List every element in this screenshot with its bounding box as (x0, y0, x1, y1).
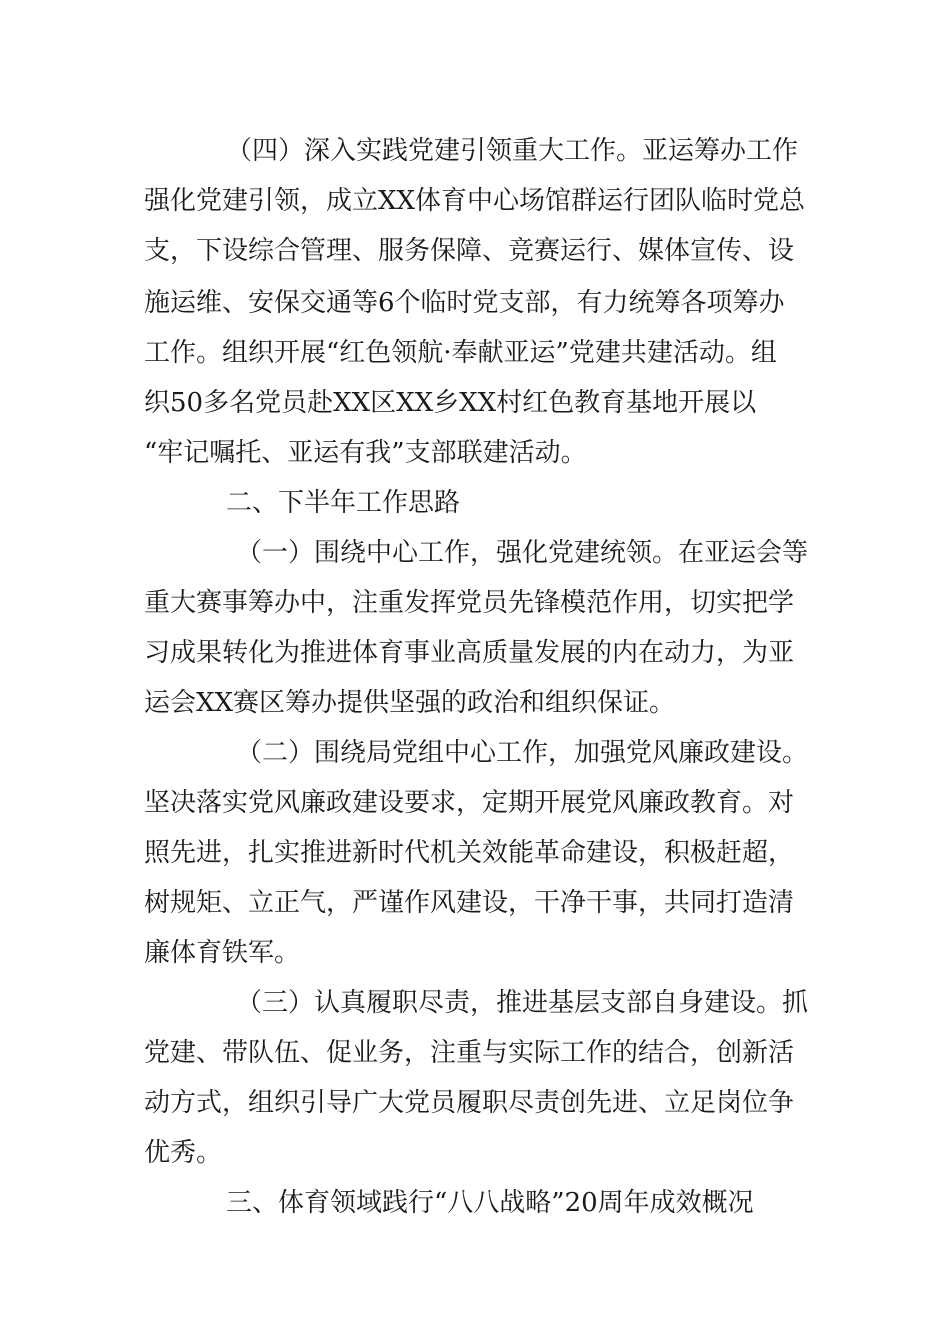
item3-line-2: 党建、带队伍、促业务，注重与实际工作的结合，创新活 (144, 1038, 795, 1068)
item1-line-3: 习成果转化为推进体育事业高质量发展的内在动力，为亚 (144, 638, 795, 668)
para4-line-3: 支，下设综合管理、服务保障、竞赛运行、媒体宣传、设 (144, 236, 795, 266)
item2-line-2: 坚决落实党风廉政建设要求，定期开展党风廉政教育。对 (144, 788, 795, 818)
item2-line-5: 廉体育铁军。 (144, 938, 301, 968)
para4-line-5: 工作。组织开展“红色领航·奉献亚运”党建共建活动。组 (144, 338, 777, 368)
para4-line-2: 强化党建引领，成立XX体育中心场馆群运行团队临时党总 (144, 186, 806, 216)
item1-line-4: 运会XX赛区筹办提供坚强的政治和组织保证。 (144, 688, 676, 718)
item1-line-2: 重大赛事筹办中，注重发挥党员先锋模范作用，切实把学 (144, 588, 795, 618)
item3-line-1: （三）认真履职尽责，推进基层支部自身建设。抓 (236, 988, 809, 1018)
item2-line-4: 树规矩、立正气，严谨作风建设，干净干事，共同打造清 (144, 888, 795, 918)
section-heading-3: 三、体育领域践行“八八战略”20周年成效概况 (226, 1188, 754, 1218)
section-heading-2: 二、下半年工作思路 (226, 488, 461, 518)
para4-line-1: （四）深入实践党建引领重大工作。亚运筹办工作 (226, 136, 799, 166)
para4-line-6: 织50多名党员赴XX区XX乡XX村红色教育基地开展以 (144, 388, 757, 418)
item3-line-3: 动方式，组织引导广大党员履职尽责创先进、立足岗位争 (144, 1088, 795, 1118)
item2-line-3: 照先进，扎实推进新时代机关效能革命建设，积极赶超， (144, 838, 795, 868)
para4-line-7: “牢记嘱托、亚运有我”支部联建活动。 (144, 438, 587, 468)
item1-line-1: （一）围绕中心工作，强化党建统领。在亚运会等 (236, 538, 809, 568)
item2-line-1: （二）围绕局党组中心工作，加强党风廉政建设。 (236, 738, 809, 768)
item3-line-4: 优秀。 (144, 1138, 223, 1168)
para4-line-4: 施运维、安保交通等6个临时党支部，有力统筹各项筹办 (144, 288, 785, 318)
